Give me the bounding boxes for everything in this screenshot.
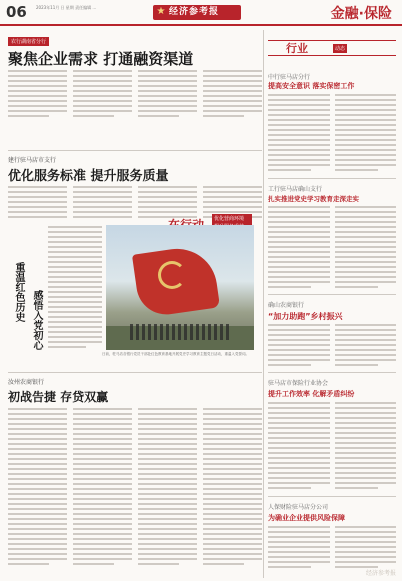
article-8-headline[interactable]: 为确业企业提供风险保障 — [268, 514, 345, 522]
article-1-kicker: 农行湖南省分行 — [8, 37, 49, 46]
watermark: 经济参考报 — [365, 570, 396, 577]
article-7-body — [268, 402, 396, 492]
article-7-headline[interactable]: 提升工作效率 化解矛盾纠纷 — [268, 390, 355, 398]
section-title: 金融·保险 — [330, 6, 392, 22]
article-1-headline[interactable]: 聚焦企业需求 打通融资渠道 — [8, 50, 194, 68]
divider — [8, 372, 262, 373]
article-3-kicker: 汝州农商银行 — [8, 379, 45, 386]
article-4-kicker: 中行驻马店分行 — [268, 74, 311, 81]
feature-left-body — [48, 226, 102, 352]
date-info: 2023年11月 日 星期 责任编辑 … — [36, 5, 97, 10]
emblem-icon — [158, 261, 186, 289]
feature-vertical-title: 重温红色历史 — [13, 262, 24, 322]
article-1-body — [8, 70, 262, 148]
divider — [268, 496, 396, 497]
article-6-body — [268, 324, 396, 370]
article-8-body — [268, 526, 396, 570]
industry-banner-tag: 动态 — [335, 46, 346, 52]
article-3-body — [8, 408, 262, 578]
column-divider — [263, 30, 264, 578]
divider — [8, 150, 262, 151]
article-4-headline[interactable]: 提高安全意识 落实保密工作 — [268, 82, 355, 90]
page-number: 06 — [6, 3, 27, 21]
article-7-kicker: 驻马店市保险行业协会 — [268, 380, 329, 387]
article-3-headline[interactable]: 初战告捷 存贷双赢 — [8, 390, 109, 404]
article-5-body — [268, 206, 396, 290]
article-5-headline[interactable]: 扎实推进党史学习教育走深走实 — [268, 195, 359, 203]
article-6-headline[interactable]: “加力助跑”乡村振兴 — [268, 312, 343, 321]
feature-slogan: 优化营商环境 — [212, 214, 252, 232]
masthead — [0, 0, 402, 34]
star-icon: ★ — [156, 6, 166, 17]
article-2-headline[interactable]: 优化服务标准 提升服务质量 — [8, 169, 169, 184]
article-6-kicker: 确山农商银行 — [268, 302, 305, 309]
article-4-body — [268, 94, 396, 174]
logo-text: 经济参考报 — [169, 7, 220, 17]
article-5-kicker: 工行驻马店确山支行 — [268, 186, 323, 193]
article-2-kicker: 建行驻马店市支行 — [8, 157, 57, 164]
masthead-rule — [0, 24, 402, 26]
spacer — [258, 226, 262, 228]
industry-banner-title: 行业 — [286, 42, 308, 55]
feature-photo — [106, 225, 254, 350]
photo-caption: 日前，驻马店各银行党员干部赴红色教育基地开展党史学习教育主题党日活动，重温入党誓词。 — [102, 352, 249, 356]
photo-crowd — [130, 324, 230, 340]
article-8-kicker: 人保财险驻马店分公司 — [268, 504, 329, 511]
divider — [268, 178, 396, 179]
divider — [268, 372, 396, 373]
feature-vertical-subtitle: 感悟入党初心 — [31, 290, 42, 350]
newspaper-logo — [153, 5, 241, 20]
divider — [268, 294, 396, 295]
